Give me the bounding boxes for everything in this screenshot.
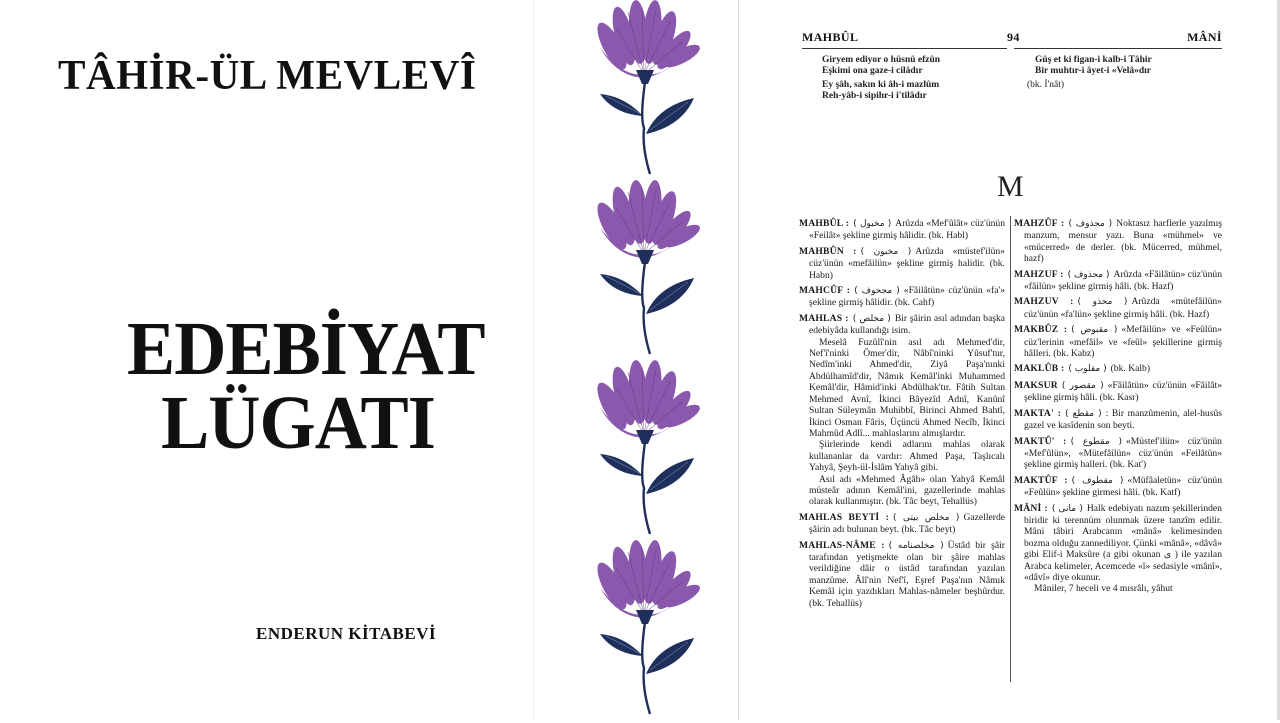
dictionary-entry (799, 218, 1005, 242)
cover-author: TÂHİR-ÜL MEVLEVÎ (58, 53, 477, 99)
entry-headword: MAHLAS-NÂME : (799, 539, 885, 551)
entry-arabic-script: ( مخبون ) (860, 246, 912, 257)
entry-arabic-script: ( مقطوف ) (1071, 475, 1124, 486)
entry-arabic-script: ( محذوف ) (1067, 269, 1110, 280)
dictionary-entry (799, 246, 1005, 281)
entry-definition: «Fâilâtün» cüz'ünün «fa'» şekline girmiş hâlidir. (bk. Cahf) (809, 285, 1005, 309)
entry-definition: Üstâd bir şâir tarafından yetişmekte olan bir şâire mahlas verildiğine dâir o üstâd tarafından yazılan manzûme. Âlî'nin Nef'î, Eşref Paşa'nın Nâmık Kemâl için yazdıkları Mahlas-nâmeler beşhûrdur. (bk. Tehallüs) (809, 539, 1005, 609)
entry-definition: Arûzda «müstef'ilün» cüz'ünün «mefâilün» şekline girmiş halidir. (bk. Habn) (809, 245, 1005, 281)
left-column (799, 218, 1005, 613)
dictionary-entry (1014, 363, 1222, 375)
entry-paragraph: Şiirlerinde kendi adlarını mahlas olarak kullananlar da vardır: Ahmed Paşa, Taşlıcalı Yahyâ, Şeyh-ül-İslâm Yahyâ gibi. (809, 439, 1005, 474)
dictionary-entry (799, 512, 1005, 536)
dictionary-entry (1014, 324, 1222, 359)
verse-line: Reh-yâb-i sipihr-i i'tilâdır (822, 91, 927, 101)
dictionary-page (739, 0, 1280, 720)
right-column (1014, 218, 1222, 599)
dictionary-entry (1014, 218, 1222, 265)
flower-icon (584, 178, 704, 358)
dictionary-entry (1014, 269, 1222, 293)
entry-arabic-script: ( مقطوع ) (1070, 436, 1122, 447)
running-head-last-word: MÂNİ (1187, 30, 1222, 44)
flower-icon (584, 358, 704, 538)
entry-definition: «Mefâilün» ve «Feûlün» cüz'lerinin «mefâil» ve «feûl» şekillerine girmiş hâlleri. (bk. Kabz) (1024, 324, 1222, 360)
dictionary-entry (1014, 436, 1222, 471)
entry-headword: MAKTÛ' : (1014, 435, 1067, 447)
header-rule-left (802, 48, 1007, 49)
running-head-first-word: MAHBÛL (802, 30, 859, 44)
dictionary-entry (799, 285, 1005, 309)
cross-reference: (bk. İ'nât) (1027, 80, 1065, 90)
entry-definition: Halk edebiyatı nazım şekillerinden biridir ki terennüm olunmak üzere tanzîm edilir. Mâni tâbiri Arabcanın «mânâ» kelimesinden bozma olduğu zannediliyor. Çünki «mânâ», «dâvâ» gibi Elif-i Maksûre (a gibi okunan ى ) ile yazılan Arabca kelimeler, Acemcede «î» sedasiyle «mânî», «dâvî» diye okunur. (1024, 502, 1222, 583)
dictionary-entry (799, 540, 1005, 609)
verse-line: Bir muhtır-i âyet-i «Velâ»dır (1035, 66, 1152, 76)
entry-headword: MAKBÛZ : (1014, 324, 1068, 336)
dictionary-entry (1014, 408, 1222, 432)
verse-left (822, 55, 940, 102)
entry-definition: «Fâilâtün» cüz'ünün «Fâilât» şekline girmiş hâli. (bk. Kasr) (1024, 379, 1222, 404)
flower-icon (584, 538, 704, 718)
book-cover (0, 0, 533, 720)
entry-paragraph: Mâniler, 7 heceli ve 4 mısrâlı, yâhut (1034, 583, 1173, 595)
entry-arabic-script: ( مخلصنامه ) (888, 540, 944, 551)
entry-arabic-script: ( مجحوف ) (854, 286, 900, 297)
entry-headword: MAHZUF : (1014, 268, 1064, 280)
verse-line: Giryem ediyor o hüsnü efzûn (822, 55, 941, 65)
entry-definition: : Bir manzûmenin, alel-husûs gazel ve kasîdenin son beyti. (1024, 407, 1222, 432)
entry-headword: MAKTA' : (1014, 407, 1062, 419)
header-rule-right (1014, 48, 1222, 49)
entry-headword: MAHBÛN : (799, 245, 857, 257)
entry-arabic-script: ( مقلوب ) (1068, 364, 1107, 375)
running-head (802, 30, 1222, 48)
entry-arabic-script: ( مانی ) (1051, 503, 1083, 514)
entry-headword: MÂNİ : (1014, 502, 1048, 514)
entry-paragraph: Meselâ Fuzûlî'nin asıl adı Mehmed'dir, Nef'î'ninki Ömer'dir, Nâbî'ninki Yûsuf'tur, Nedîm'inki Ahmed'dir, Ziyâ Paşa'nınki Abdülhamîd'dir, Nâmık Kemâl'inki Muhammed Kemâl'dir, Hâmid'inki Abdülhak'tır. Fâtih Sultan Mehmed Avnî, İkinci Bâyezîd Adnî, Kanûnî Sultan Süleymân Muhibbî, Birinci Ahmed Bahtî, İkinci Osman Fâris, Üçüncü Ahmed Necîb, İkinci Mahmûd Adlî... mahlaslarını almışlardır. (809, 336, 1005, 439)
entry-headword: MAKTÛF : (1014, 474, 1068, 486)
verse-right (1027, 55, 1152, 91)
dictionary-entry (1014, 380, 1222, 404)
dictionary-entry (1014, 296, 1222, 320)
entry-definition: Bir şâirin asıl adından başka edebiyâda kullandığı isim. (809, 312, 1005, 337)
cover-title (118, 307, 485, 465)
entry-definition: (bk. Kalb) (1110, 363, 1151, 375)
entry-paragraph: Asıl adı «Mehmed Âgâh» olan Yahyâ Kemâl müsteâr adının Kemâl'ini, gazellerinde mahlas olarak kullanmıştır. (bk. Tâc beyt, Tehallüs) (809, 473, 1005, 508)
entry-headword: MAHBÛL : (799, 218, 850, 229)
flower-icon (584, 0, 704, 178)
entry-arabic-script: ( محذوف ) (1068, 219, 1113, 229)
cover-title-line-2: LÜGATI (161, 381, 435, 465)
page-number: 94 (1007, 30, 1020, 44)
entry-arabic-script: ( مخلص بيتی ) (892, 512, 960, 523)
entry-headword: MAHZÛF : (1014, 218, 1065, 229)
cover-title-line-1: EDEBİYAT (127, 307, 485, 391)
entry-headword: MAHLAS BEYTİ : (799, 511, 889, 523)
cover-publisher: ENDERUN KİTABEVİ (256, 624, 437, 643)
entry-arabic-script: ( محذو ) (1077, 297, 1128, 308)
entry-definition: Gazellerde şâirin adı bulunan beyt. (bk. Tâc beyt) (809, 511, 1005, 536)
entry-headword: MAKSUR (1014, 379, 1058, 391)
section-letter: M (997, 170, 1024, 203)
verse-line: Eşkimi ona gaze-i cilâdır (822, 66, 923, 76)
entry-headword: MAHCÛF : (799, 285, 851, 297)
entry-arabic-script: ( مقطع ) (1065, 408, 1102, 419)
entry-definition: Arûzda «mütefâilün» cüz'ünün «fa'lün» şekline girmiş hâli. (bk. Hazf) (1024, 296, 1222, 320)
verse-line: Güş et ki figan-i kalb-i Tâhir (1035, 55, 1152, 65)
entry-headword: MAKLÛB : (1014, 363, 1065, 375)
entry-definition: «Müstef'ilün» cüz'ünün «Mef'ûlün», «Mütefâilün» cüz'ünün «Feilâtün» şekline girmiş halleri. (bk. Kat') (1024, 435, 1222, 471)
verse-line: Ey şâh, sakın ki âh-i mazlûm (822, 80, 940, 90)
entry-headword: MAHLAS : (799, 312, 849, 324)
entry-definition: Arûzda «Mef'ûlât» cüz'ünün «Feilât» şekline girmiş hâlidir. (bk. Habl) (809, 218, 1006, 242)
entry-arabic-script: ( مخلص ) (852, 313, 891, 324)
entry-definition: Noktasız harflerle yazılmış manzum, mensur yazı. Buna «mühmel» ve «mücerred» de derler. (bk. Mücerred, mühmel, hazf) (1024, 218, 1222, 265)
entry-arabic-script: ( مقبوض ) (1071, 325, 1118, 336)
entry-headword: MAHZUV : (1014, 296, 1074, 308)
dictionary-entry (1014, 475, 1222, 499)
column-divider (1010, 216, 1011, 682)
dictionary-entry (1014, 503, 1222, 595)
entry-arabic-script: ( مخبول ) (853, 219, 892, 229)
entry-definition: Arûzda «Fâilâtün» cüz'ünün «fâilün» şekline girmiş hâli. (bk. Hazf) (1024, 268, 1222, 293)
dictionary-entry (799, 313, 1005, 508)
entry-definition: «Müfâaletün» cüz'ünün «Feûlün» şekline girmesi hâli. (bk. Katf) (1024, 474, 1222, 499)
flower-decoration-strip (533, 0, 739, 720)
entry-arabic-script: ( مقصور ) (1061, 380, 1104, 391)
